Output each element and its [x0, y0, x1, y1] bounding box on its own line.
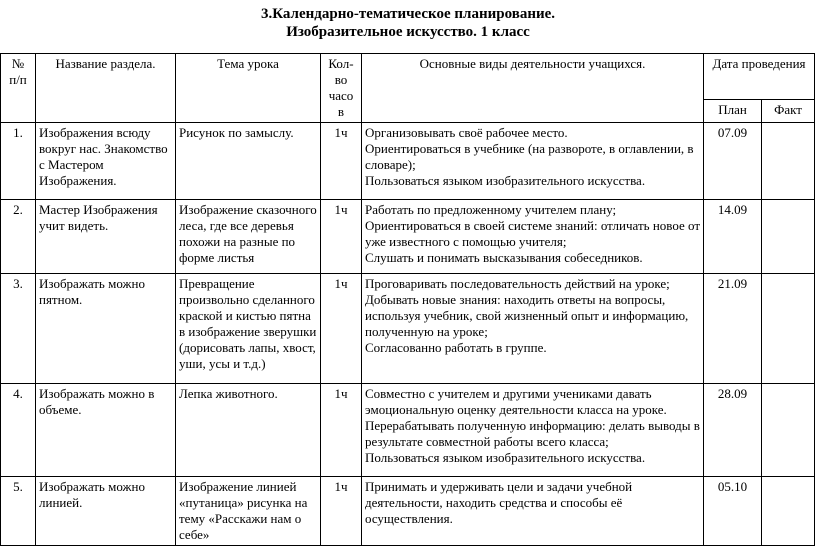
document-subtitle: Изобразительное искусство. 1 класс: [286, 24, 530, 40]
row-section: Изображать можно пятном.: [36, 274, 176, 384]
activity-item: Ориентироваться в своей системе знаний: отличать новое от уже известного с помощью учителя;: [365, 218, 701, 249]
activity-item: Пользоваться языком изобразительного искусства.: [365, 450, 646, 465]
row-plan-date: 28.09: [704, 384, 762, 477]
row-fact-date: [762, 477, 815, 546]
row-hours: 1ч: [321, 477, 362, 546]
table-row: [1, 477, 815, 546]
table-row: [1, 384, 815, 477]
row-topic: Превращение произвольно сделанного краской и кистью пятна в изображение зверушки (дорисовать лапы, хвост, уши, усы и т.д.): [176, 274, 321, 384]
row-plan-date: 05.10: [704, 477, 762, 546]
row-hours: 1ч: [321, 274, 362, 384]
row-section: Изображения всюду вокруг нас. Знакомство с Мастером Изображения.: [36, 123, 176, 200]
row-section: Изображать можно в объеме.: [36, 384, 176, 477]
row-plan-date: 07.09: [704, 123, 762, 200]
header-row: [1, 54, 815, 100]
activity-item: Совместно с учителем и другими учениками давать эмоциональную оценку деятельности класса на уроке.: [365, 386, 667, 417]
row-hours: 1ч: [321, 123, 362, 200]
activity-item: Перерабатывать полученную информацию: делать выводы в результате совместной работы всего класса;: [365, 418, 700, 449]
document-title: 3.Календарно-тематическое планирование.: [260, 6, 556, 22]
row-activities: [362, 384, 704, 477]
header-section: Название раздела.: [36, 54, 176, 123]
activity-item: Организовывать своё рабочее место.: [365, 125, 568, 140]
row-topic: Лепка животного.: [176, 384, 321, 477]
header-num-line2: п/п: [9, 72, 27, 87]
table-row: [1, 123, 815, 200]
row-hours: 1ч: [321, 200, 362, 274]
header-plan: План: [704, 100, 762, 123]
plan-table: [0, 53, 815, 546]
activity-item: Ориентироваться в учебнике (на развороте, в оглавлении, в словаре);: [365, 141, 694, 172]
row-fact-date: [762, 384, 815, 477]
header-hours: [321, 54, 362, 123]
row-plan-date: 14.09: [704, 200, 762, 274]
activity-item: Принимать и удерживать цели и задачи учебной деятельности, находить средства и способы её осуществления.: [365, 479, 633, 526]
row-topic: Рисунок по замыслу.: [176, 123, 321, 200]
header-date: Дата проведения: [704, 54, 815, 100]
table-row: [1, 200, 815, 274]
header-fact: Факт: [762, 100, 815, 123]
row-activities: [362, 477, 704, 546]
row-fact-date: [762, 200, 815, 274]
row-plan-date: 21.09: [704, 274, 762, 384]
row-num: 4.: [1, 384, 36, 477]
row-num: 1.: [1, 123, 36, 200]
activity-item: Слушать и понимать высказывания собеседников.: [365, 250, 643, 265]
header-hours-line1: Кол-: [328, 56, 354, 71]
row-fact-date: [762, 274, 815, 384]
row-activities: [362, 274, 704, 384]
header-num-line1: №: [11, 56, 25, 71]
row-num: 5.: [1, 477, 36, 546]
activity-item: Согласованно работать в группе.: [365, 340, 547, 355]
activity-item: Пользоваться языком изобразительного искусства.: [365, 173, 646, 188]
row-activities: [362, 200, 704, 274]
row-activities: [362, 123, 704, 200]
row-fact-date: [762, 123, 815, 200]
header-activities: Основные виды деятельности учащихся.: [362, 54, 704, 123]
activity-item: Работать по предложенному учителем плану;: [365, 202, 617, 217]
table-row: [1, 274, 815, 384]
row-num: 2.: [1, 200, 36, 274]
row-topic: Изображение линией «путаница» рисунка на тему «Расскажи нам о себе»: [176, 477, 321, 546]
activity-item: Проговаривать последовательность действий на уроке;: [365, 276, 670, 291]
row-section: Мастер Изображения учит видеть.: [36, 200, 176, 274]
header-hours-line3: часо: [328, 88, 354, 103]
header-num: [1, 54, 36, 123]
row-section: Изображать можно линией.: [36, 477, 176, 546]
header-hours-line4: в: [337, 104, 345, 119]
header-hours-line2: во: [334, 72, 348, 87]
header-topic: Тема урока: [176, 54, 321, 123]
row-hours: 1ч: [321, 384, 362, 477]
activity-item: Добывать новые знания: находить ответы на вопросы, используя учебник, свой жизненный опыт и информацию, полученную на уроке;: [365, 292, 689, 339]
row-topic: Изображение сказочного леса, где все деревья похожи на разные по форме листья: [176, 200, 321, 274]
row-num: 3.: [1, 274, 36, 384]
